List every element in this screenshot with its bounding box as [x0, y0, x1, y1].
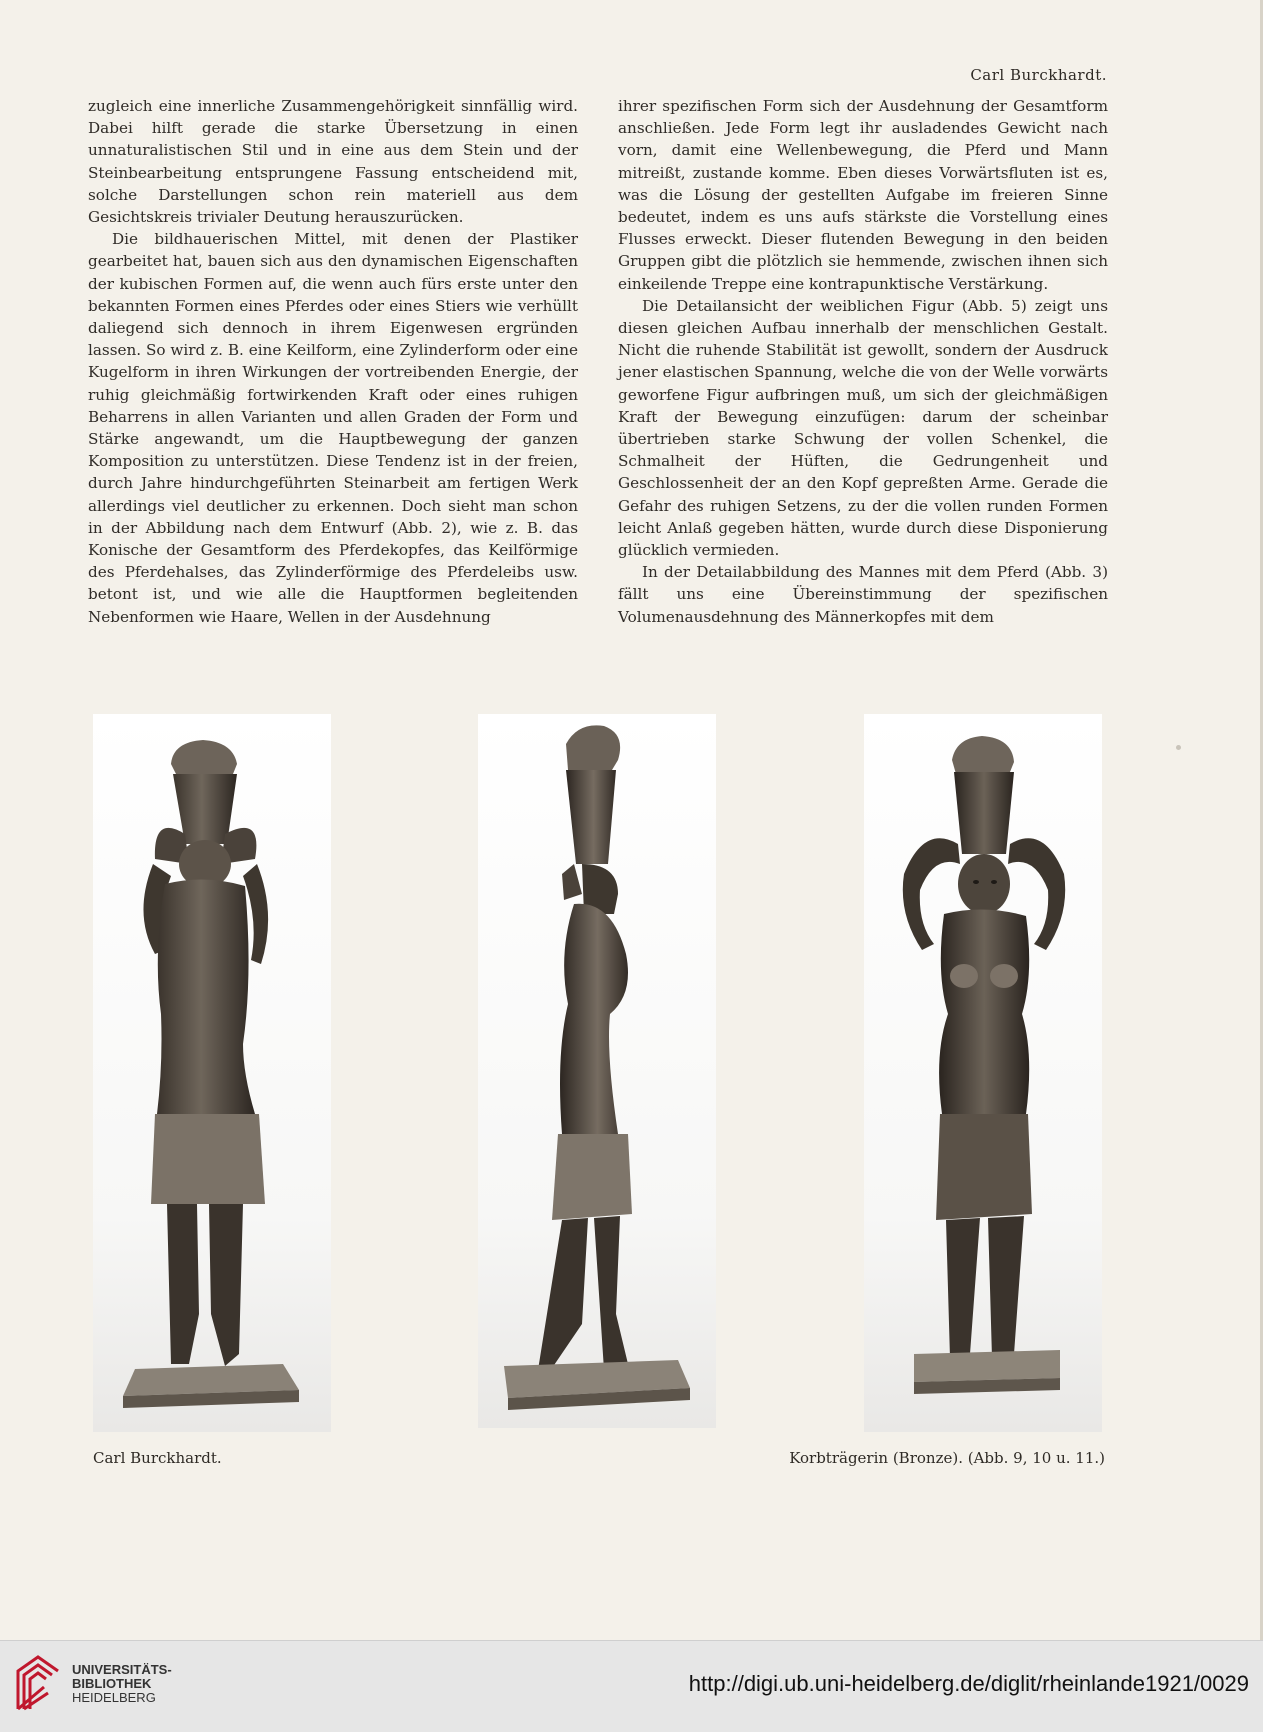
library-name-line: BIBLIOTHEK [72, 1676, 152, 1691]
paper-speck [1176, 745, 1181, 750]
paragraph: zugleich eine innerliche Zusammengehörigkeit sinnfällig wird. Dabei hilft gerade die starke Übersetzung in einen unnaturalistischen Stil und in eine aus dem Stein und der Steinbearbeitung entsprungene Fassung entscheidend mit, solche Darstellungen schon rein materiell aus dem Gesichtskreis trivialer Deutung herauszurücken. [88, 97, 578, 227]
running-head: Carl Burckhardt. [970, 66, 1107, 84]
sculpture-photo-back-view [93, 714, 331, 1432]
library-name-line: UNIVERSITÄTS- [72, 1662, 172, 1677]
figure-caption-artist: Carl Burckhardt. [93, 1449, 222, 1467]
figure-caption-title: Korbträgerin (Bronze). (Abb. 9, 10 u. 11.) [789, 1449, 1105, 1467]
paragraph: In der Detailabbildung des Mannes mit dem Pferd (Abb. 3) fällt uns eine Übereinstimmung der spezifischen Volumenausdehnung des Männerkopfes mit dem [618, 563, 1108, 626]
ub-heidelberg-logo-icon[interactable] [14, 1651, 64, 1715]
paragraph: ihrer spezifischen Form sich der Ausdehnung der Gesamtform anschließen. Jede Form legt ihr ausladendes Gewicht nach vorn, damit eine Wellenbewegung, die Pferd und Mann mitreißt, zustande komme. Eben dieses Vorwärtsfluten ist es, was die Lösung der gestellten Aufgabe im freieren Sinne bedeutet, indem es uns aufs stärkste die Vorstellung eines Flusses erweckt. Dieser flutenden Bewegung in den beiden Gruppen gibt die plötzlich sie hemmende, zwischen ihnen sich einkeilende Treppe eine kontrapunktische Verstärkung. [618, 97, 1108, 293]
sculpture-photo-front-view [864, 714, 1102, 1432]
text-column-right [618, 95, 1108, 628]
sculpture-photo-side-view [478, 714, 716, 1428]
source-url-link[interactable]: http://digi.ub.uni-heidelberg.de/diglit/rheinlande1921/0029 [688, 1671, 1249, 1696]
paragraph: Die bildhauerischen Mittel, mit denen der Plastiker gearbeitet hat, bauen sich aus den dynamischen Eigenschaften der kubischen Formen auf, die wenn auch fürs erste unter den bekannten Formen eines Pferdes oder eines Stiers wie verhüllt daliegend sich dennoch in ihrem Eigenwesen ergründen lassen. So wird z. B. eine Keilform, eine Zylinderform oder eine Kugelform in ihren Wirkungen der vortreibenden Energie, der ruhig gleichmäßig fortwirkenden Kraft oder eines ruhigen Beharrens in allen Varianten und allen Graden der Form und Stärke angewandt, um die Hauptbewegung der ganzen Komposition zu unterstützen. Diese Tendenz ist in der freien, durch Jahre hindurchgeführten Steinarbeit am fertigen Werk allerdings viel deutlicher zu erkennen. Doch sieht man schon in der Abbildung nach dem Entwurf (Abb. 2), wie z. B. das Konische der Gesamtform des Pferdekopfes, das Keilförmige des Pferdehalses, das Zylinderförmige des Pferdeleibs usw. betont ist, und wie alle die Hauptformen begleitenden Nebenformen wie Haare, Wellen in der Ausdehnung [88, 230, 578, 626]
library-name [72, 1663, 172, 1705]
paragraph: Die Detailansicht der weiblichen Figur (Abb. 5) zeigt uns diesen gleichen Aufbau innerhalb der menschlichen Gestalt. Nicht die ruhende Stabilität ist gewollt, sondern der Ausdruck jener elastischen Spannung, welche die von der Welle vorwärts geworfene Figur aufbringen muß, um sich der gleichmäßigen Kraft der Bewegung einzufügen: darum der scheinbar übertrieben starke Schwung der vollen Schenkel, die Schmalheit der Hüften, die Gedrungenheit und Geschlossenheit der an den Kopf gepreßten Arme. Gerade die Gefahr des ruhigen Setzens, zu der die vollen runden Formen leicht Anlaß gegeben hätten, wurde durch diese Disponierung glücklich vermieden. [618, 296, 1108, 560]
library-name-line: HEIDELBERG [72, 1690, 156, 1705]
digitization-footer [0, 1640, 1263, 1732]
text-column-left [88, 95, 578, 628]
figure-row [93, 714, 1103, 1432]
